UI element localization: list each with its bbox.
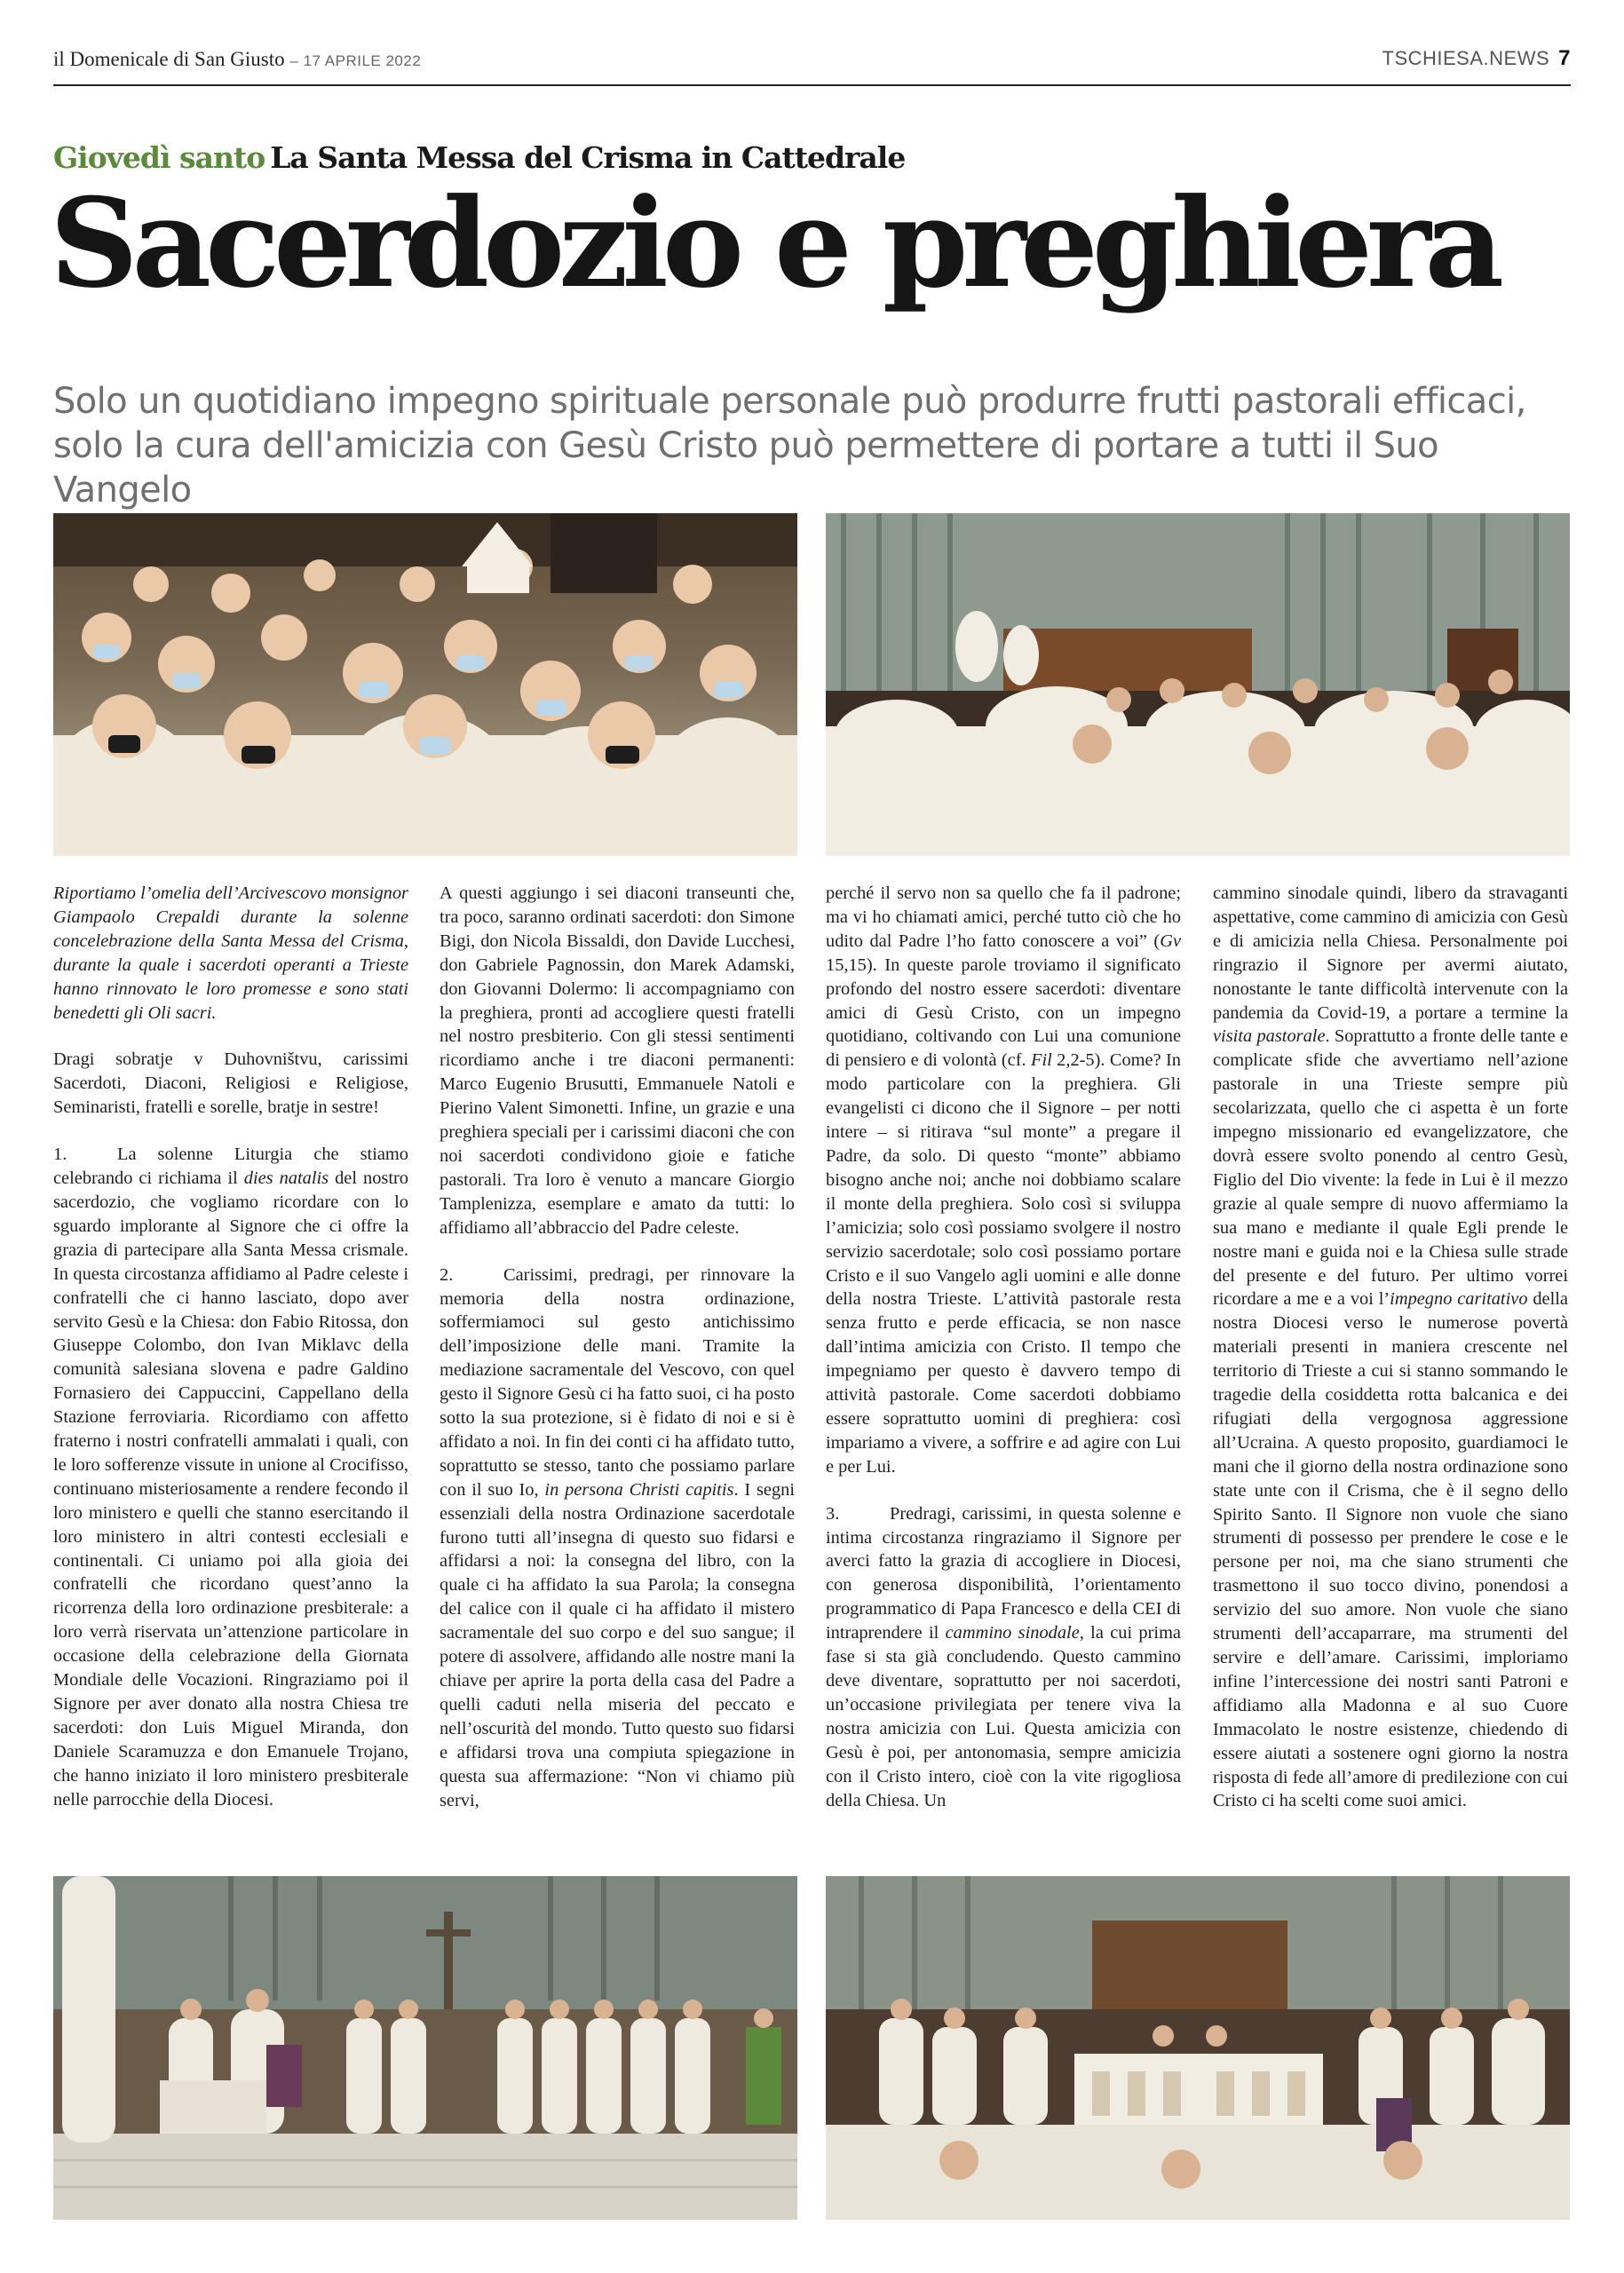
body-text: La solenne Liturgia che stiamo celebrando ci richiama il <box>53 1144 408 1189</box>
body-italic: visita pastorale <box>1213 1026 1326 1047</box>
photo-altar-left <box>53 1876 797 2220</box>
photo-altar-left-image <box>53 1876 797 2220</box>
photo-altar-right <box>826 1876 1570 2220</box>
article-title: Sacerdozio e preghiera <box>50 170 1499 315</box>
greeting: Dragi sobratje v Duhovništvu, carissimi Sacerdoti, Diaconi, Religiosi e Religiose, Seminaristi, fratelli e sorelle, bratje in sestre! <box>53 1049 408 1118</box>
body-italic: Fil <box>1030 1050 1052 1071</box>
section-number: 1. <box>53 1144 67 1165</box>
subtitle-line: solo la cura dell'amicizia con Gesù Cristo può permettere di portare a tutti il Suo Vangelo <box>53 425 1439 511</box>
body-text: . Soprattutto a fronte delle tante e complicate sfide che avvertiamo nell’azione pastorale in una Trieste sempre più secolarizzata, quello che ci aspetta è un forte impegno missionario ed evangelizzatore, che dovrà essere svolto ponendo al centro Gesù, Figlio del Dio vivente: la fede in Lui è il mezzo grazie al quale sempre di nuovo affermiamo la sua mano e mediante il quale Egli prende le nostre mani e guida noi e la Chiesa sulle strade del presente e del futuro. Per ultimo vorrei ricordare a me e a voi l’ <box>1213 1026 1568 1310</box>
body-text: Predragi, carissimi, in questa solenne e intima circostanza ringraziamo il Signore per averci fatto la grazia di accogliere in Diocesi, con generosa disponibilità, l’orientamento programmatico di Papa Francesco e della CEI di intraprendere il <box>826 1503 1181 1643</box>
article-subtitle <box>53 379 1580 512</box>
subtitle-line: Solo un quotidiano impegno spirituale personale può produrre frutti pastorali efficaci, <box>53 381 1526 422</box>
body-text: , la cui prima fase si sta già concludendo. Questo cammino deve diventare, soprattutto per noi sacerdoti, un’occasione privilegiata per tenere viva la nostra amicizia con Lui. Questa amicizia con Gesù è poi, per antonomasia, sempre amicizia con il Cristo intero, cioè con la vite rigogliosa della Chiesa. Un <box>826 1623 1181 1810</box>
intro-italic: Riportiamo l’omelia dell’Arcivescovo monsignor Giampaolo Crepaldi durante la solenne concelebrazione della Santa Messa del Crisma, durante la quale i sacerdoti operanti a Trieste hanno rinnovato le loro promesse e sono stati benedetti gli Oli sacri. <box>53 883 408 1023</box>
body-text: 15,15). In queste parole troviamo il significato profondo del nostro essere sacerdoti: diventare amici di Gesù Cristo, con un impegno quotidiano, coltivando con Lui una comunione di pensiero e di volontà (cf. <box>826 954 1181 1071</box>
site-link[interactable]: TSCHIESA.NEWS <box>1382 47 1550 69</box>
publication-header <box>53 48 421 71</box>
column-2 <box>440 882 795 1812</box>
body-text: perché il servo non sa quello che fa il padrone; ma vi ho chiamati amici, perché tutto ciò che ho udito dal Padre l’ho fatto conoscere a voi” ( <box>826 883 1181 951</box>
body-text: cammino sinodale quindi, libero da stravaganti aspettative, come cammino di amicizia con Gesù e di amicizia nella Chiesa. Personalmente poi ringrazio il Signore per avermi aiutato, nonostante le tante difficoltà intervenute con la pandemia da Covid-19, a portare a termine la <box>1213 883 1568 1023</box>
body-text: . I segni essenziali della nostra Ordinazione sacerdotale furono tutti all’insegna di questo suo fidarsi e affidarsi a noi: la consegna del libro, con la quale ci ha affidato la sua Parola; la consegna del calice con il quale ci ha affidato il mistero sacramentale del suo corpo e del suo sangue; il potere di assolvere, affidando alle nostre mani la chiave per aprire la porta della casa del Padre a quelli caduti nella miseria del peccato e nell’oscurità del mondo. Tutto questo suo fidarsi e affidarsi trova una compiuta spiegazione in questa sua affermazione: “Non vi chiamo più servi, <box>440 1479 796 1810</box>
photo-priests-in-pews-image <box>53 513 797 856</box>
body-text: Carissimi, predragi, per rinnovare la memoria della nostra ordinazione, soffermiamoci sul gesto antichissimo dell’imposizione delle mani. Tramite la mediazione sacramentale del Vescovo, con quel gesto il Signore Gesù ci ha fatto suoi, ci ha posto sotto la sua protezione, si è fidato di noi e si è affidato a noi. In fin dei conti ci ha affidato tutto, soprattutto se stesso, tanto che possiamo parlare con il suo Io, <box>440 1264 795 1500</box>
kicker-text: La Santa Messa del Crisma in Cattedrale <box>270 140 906 175</box>
column-3 <box>826 882 1181 1812</box>
column-1 <box>53 882 408 1812</box>
kicker-label: Giovedì santo <box>53 140 265 175</box>
body-italic: Gv <box>1160 931 1181 951</box>
issue-date: – 17 APRILE 2022 <box>289 52 422 69</box>
body-paragraph: A questi aggiungo i sei diaconi transeunti che, tra poco, saranno ordinati sacerdoti: don Simone Bigi, don Nicola Bissaldi, don Davide Lucchesi, don Gabriele Pagnossin, don Marek Adamski, don Giovanni Dolermo: li accompagniamo con la preghiera, pronti ad accogliere questi fratelli nel nostro presbiterio. Con gli stessi sentimenti ricordiamo anche i tre diaconi permanenti: Marco Eugenio Brusutti, Emmanuele Natoli e Pierino Valent Simonetti. Infine, un grazie e una preghiera speciali per i carissimi diaconi che con noi sacerdoti condividono gioie e fatiche pastorali. Tra loro è venuto a mancare Giorgio Tamplenizza, esemplare e amato da tutti: lo affidiamo all’abbraccio del Padre celeste. <box>440 883 795 1238</box>
body-text: del nostro sacerdozio, che vogliamo ricordare con lo sguardo implorante al Signore che ci offre la grazia di partecipare alla Santa Messa crismale. In questa circostanza affidiamo al Padre celeste i confratelli che ci hanno lasciato, dopo aver servito Gesù e la Chiesa: don Fabio Ritossa, don Giuseppe Colombo, don Ivan Miklavc della comunità salesiana slovena e padre Galdino Fornasiero dei Cappuccini, Cappellano della Stazione ferroviaria. Ricordiamo con affetto fraterno i nostri confratelli ammalati i quali, con le loro sofferenze vissute in unione al Crocifisso, continuano misteriosamente a rendere fecondo il loro ministero e quelli che stanno esercitando il loro ministero in altri contesti ecclesiali e continentali. Ci uniamo poi alla gioia dei confratelli che ricordano quest’anno la ricorrenza della loro ordinazione presbiterale: a loro verrà riservata un’attenzione particolare in occasione della celebrazione della Giornata Mondiale delle Vocazioni. Ringraziamo poi il Signore per aver donato alla nostra Chiesa tre sacerdoti: don Luis Miguel Miranda, don Daniele Scaramuzza e don Emanuele Trojano, che hanno iniziato il loro ministero presbiterale nelle parrocchie della Diocesi. <box>53 1168 408 1810</box>
photo-cathedral-apse <box>826 513 1570 856</box>
column-4 <box>1213 882 1568 1813</box>
section-number: 2. <box>440 1264 454 1285</box>
publication-name: il Domenicale di San Giusto <box>53 48 285 70</box>
body-text: della nostra Diocesi verso le numerose povertà materiali presenti in maniera crescente nel territorio di Trieste a cui si stanno sommando le tragedie della cosiddetta rotta balcanica e dei rifugiati della vergognosa aggressione all’Ucraina. A questo proposito, guardiamoci le mani che il giorno della nostra ordinazione sono state unte con il Crisma, che è il segno dello Spirito Santo. Il Signore non vuole che siano strumenti di possesso per prendere le cose e le persone per noi, ma che siano strumenti che trasmettono il suo tocco divino, ponendosi a servizio del suo amore. Non vuole che siano strumenti dell’accaparrare, ma strumenti del servire e dell’amare. Carissimi, imploriamo infine l’intercessione dei nostri santi Patroni e affidiamo alla Madonna e al suo Cuore Immacolato le nostre esistenze, chiedendo di essere aiutati a sostenere ogni giorno la nostra risposta di fede all’amore di predilezione con cui Cristo ci ha scelti come suoi amici. <box>1213 1289 1568 1811</box>
header-rule <box>53 84 1571 86</box>
body-text: 2,2-5). Come? In modo particolare con la preghiera. Gli evangelisti ci dicono che il Signore – per notti intere – si ritirava “sul monte” a pregare il Padre, da solo. Di questo “monte” abbiamo bisogno anche noi; anche noi dobbiamo scalare il monte della preghiera. Solo così si sviluppa l’amicizia; solo così possiamo svolgere il nostro servizio sacerdotale; solo così possiamo portare Cristo e il suo Vangelo agli uomini e alle donne della nostra Trieste. L’attività pastorale resta senza frutto e perde efficacia, se non nasce dall’intima amicizia con Cristo. Il tempo che impegniamo per questo è davvero tempo di attività pastorale. Come sacerdoti dobbiamo essere soprattutto uomini di preghiera: così impariamo a vivere, a soffrire e ad agire con Lui e per Lui. <box>826 1050 1182 1477</box>
body-italic: dies natalis <box>243 1168 329 1189</box>
photo-cathedral-apse-image <box>826 513 1570 856</box>
body-italic: in persona Christi capitis <box>544 1479 734 1500</box>
photo-altar-right-image <box>826 1876 1570 2220</box>
body-italic: cammino sinodale <box>945 1623 1080 1643</box>
body-italic: impegno caritativo <box>1390 1289 1528 1310</box>
site-header <box>1382 46 1572 71</box>
photo-priests-in-pews <box>53 513 797 856</box>
page-number: 7 <box>1558 46 1571 70</box>
section-number: 3. <box>826 1503 840 1524</box>
